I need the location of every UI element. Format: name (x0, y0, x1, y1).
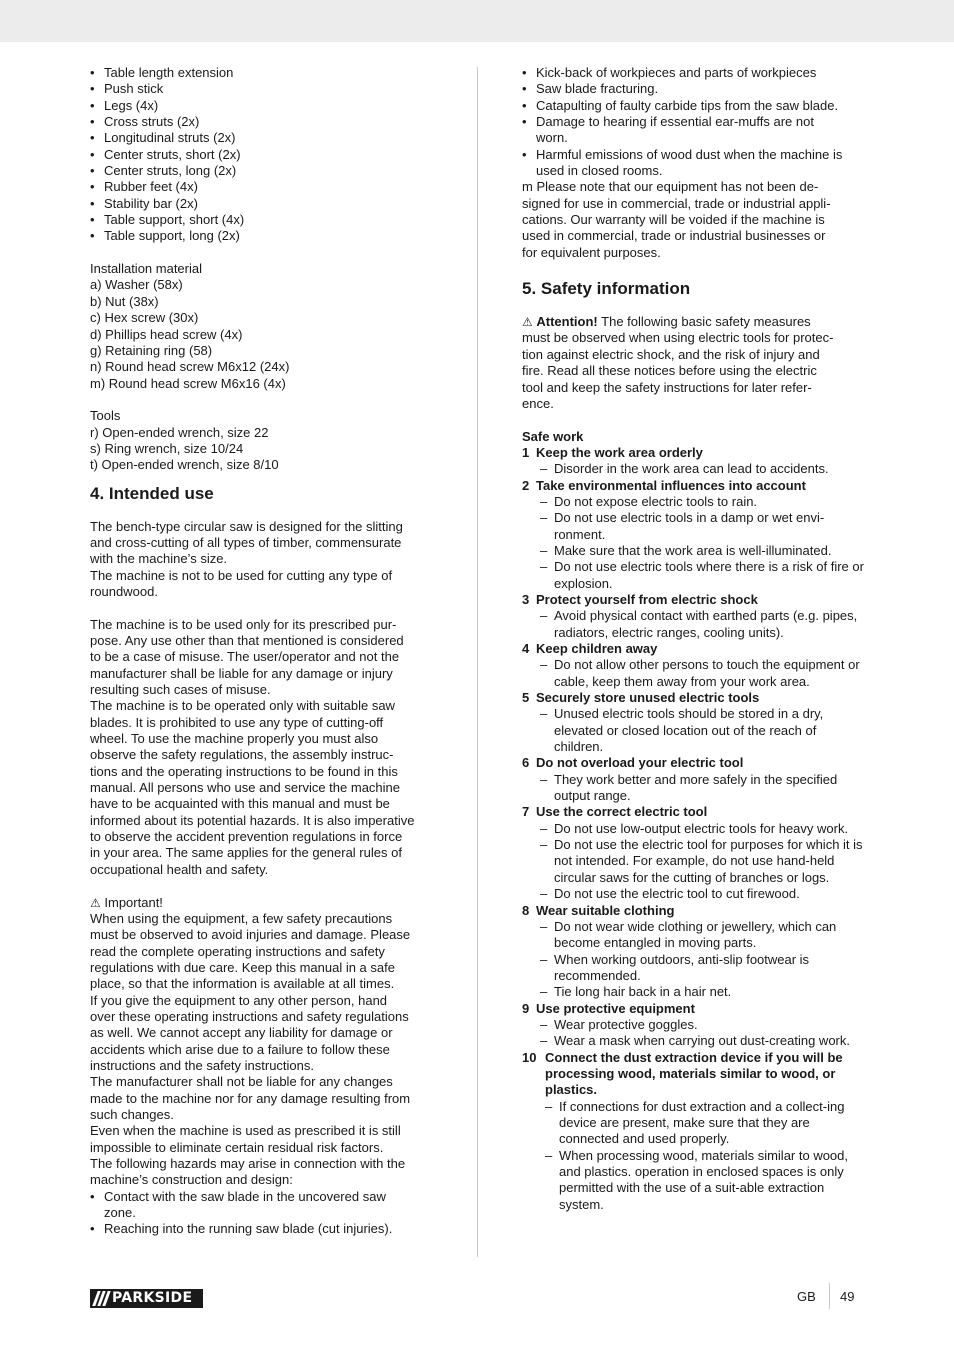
text-line: impossible to eliminate certain residual risk factors. (90, 1139, 384, 1155)
intended-use-paragraph-2 (90, 617, 435, 879)
item-title: Do not overload your electric tool (536, 755, 744, 771)
safety-sub-item (522, 886, 867, 902)
text-line: place, so that the information is available at all times. (90, 976, 395, 992)
text-line: r) Open-ended wrench, size 22 (90, 424, 269, 440)
text-line: must be observed to avoid injuries and damage. Please (90, 927, 411, 943)
text-line: The manufacturer shall not be liable for any changes (90, 1074, 393, 1090)
text-line: such changes. (90, 1106, 174, 1122)
list-item: • Harmful emissions of wood dust when the machine is used in closed rooms. (522, 147, 857, 180)
text-line: d) Phillips head screw (4x) (90, 326, 243, 342)
text-line: instructions and the safety instructions. (90, 1057, 315, 1073)
text-line: g) Retaining ring (58) (90, 342, 213, 358)
dash-icon: – (540, 510, 548, 526)
text-line: Tools (90, 408, 121, 424)
text-line: made to the machine nor for any damage resulting from (90, 1090, 411, 1106)
dash-icon: – (540, 1016, 548, 1032)
text-line: m Please note that our equipment has not been de- (522, 179, 819, 195)
list-item: • Table length extension (90, 65, 435, 81)
text-line: machine’s construction and design: (90, 1172, 293, 1188)
text-line: to be a case of misuse. The user/operator and not the (90, 649, 400, 665)
safety-sub-item (522, 1033, 867, 1049)
list-item: • Contact with the saw blade in the uncovered saw zone. (90, 1189, 400, 1222)
item-number: 10 (522, 1049, 537, 1065)
list-item: • Table support, short (4x) (90, 212, 435, 228)
text-line: signed for use in commercial, trade or industrial appli- (522, 195, 831, 211)
top-band (0, 0, 954, 42)
text-line: Even when the machine is used as prescribed it is still (90, 1123, 401, 1139)
brand-name: PARKSIDE (112, 1290, 193, 1307)
sub-item-text: Wear a mask when carrying out dust-creating work. (554, 1033, 850, 1049)
safety-item-title (522, 903, 867, 919)
item-title: Keep the work area orderly (536, 444, 703, 460)
sub-item-text: Do not expose electric tools to rain. (554, 493, 758, 509)
hazard-list (90, 1189, 400, 1238)
text-line: If you give the equipment to any other person, hand (90, 992, 388, 1008)
text-line: tions and the operating instructions to be found in this (90, 763, 398, 779)
column-divider (477, 67, 478, 1257)
sub-item-text: When processing wood, materials similar to wood, and plastics. operation in enclosed spaces is only permitted with the use of a suit-able extraction system. (559, 1147, 849, 1212)
text-line: The machine is to be operated only with suitable saw (90, 698, 395, 714)
safety-item-title (522, 478, 867, 494)
text-line: accidents which arise due to a failure to follow these (90, 1041, 390, 1057)
intended-use-paragraph-1 (90, 519, 435, 601)
attention-notice (522, 314, 867, 412)
sub-item-text: Wear protective goggles. (554, 1016, 698, 1032)
item-title: Keep children away (536, 641, 658, 656)
text-line: have to be acquainted with this manual and must be (90, 796, 390, 812)
text-line: to observe the accident prevention regulations in force (90, 829, 403, 845)
sub-item-text: Do not allow other persons to touch the equipment or cable, keep them away from your work area. (554, 657, 860, 689)
parts-list (90, 65, 435, 245)
item-number: 8 (522, 902, 530, 918)
safety-sub-item (522, 1148, 867, 1213)
text-line: tion against electric shock, and the risk of injury and (522, 346, 820, 362)
list-item: • Center struts, short (2x) (90, 147, 435, 163)
sub-item-text: Make sure that the work area is well-illuminated. (554, 542, 832, 558)
text-line: over these operating instructions and safety regulations (90, 1008, 409, 1024)
text-line: roundwood. (90, 583, 158, 599)
text-line: and cross-cutting of all types of timber, commensurate (90, 534, 402, 550)
text-line: The following hazards may arise in connection with the (90, 1156, 406, 1171)
dash-icon: – (540, 886, 548, 902)
text-line: for equivalent purposes. (522, 244, 661, 260)
dash-icon: – (540, 542, 548, 558)
text-line: read the complete operating instructions and safety (90, 943, 385, 959)
attention-first-line (522, 314, 867, 330)
text-line: wheel. To use the machine properly you must also (90, 731, 379, 747)
list-item: • Kick-back of workpieces and parts of workpieces (522, 65, 857, 81)
item-number: 3 (522, 591, 530, 607)
text-line: m) Round head screw M6x16 (4x) (90, 375, 286, 391)
text-line: n) Round head screw M6x12 (24x) (90, 359, 290, 375)
item-number: 1 (522, 444, 530, 460)
list-item: • Reaching into the running saw blade (cut injuries). (90, 1221, 400, 1237)
safety-item-title (522, 641, 867, 657)
list-item: • Stability bar (2x) (90, 196, 435, 212)
text-line: in your area. The same applies for the general rules of (90, 845, 402, 861)
dash-icon: – (540, 1033, 548, 1049)
text-line: regulations with due care. Keep this manual in a safe (90, 959, 395, 975)
item-title: Connect the dust extraction device if you will be processing wood, materials similar to wood, or plastics. (545, 1049, 843, 1098)
important-label: Important! (104, 894, 163, 910)
parkside-logo (90, 1289, 203, 1308)
safety-sub-item (522, 657, 867, 690)
item-number: 9 (522, 1000, 530, 1016)
dash-icon: – (540, 984, 548, 1000)
safety-sub-item (522, 706, 867, 755)
sub-item-text: Do not use electric tools where there is a risk of fire or explosion. (554, 559, 864, 591)
list-item: • Damage to hearing if essential ear-muffs are not worn. (522, 114, 836, 147)
item-number: 6 (522, 755, 530, 771)
right-column (522, 65, 867, 1213)
list-item: • Table support, long (2x) (90, 228, 435, 244)
important-line (90, 895, 435, 911)
list-item: • Push stick (90, 81, 435, 97)
text-line: ence. (522, 395, 554, 411)
attention-label: Attention! (536, 314, 598, 330)
sub-item-text: Do not use electric tools in a damp or wet envi-ronment. (554, 510, 825, 542)
safety-sub-item (522, 559, 867, 592)
installation-material (90, 261, 435, 392)
sub-item-text: They work better and more safely in the specified output range. (554, 771, 838, 804)
list-item: • Saw blade fracturing. (522, 81, 857, 97)
footer-divider (829, 1283, 830, 1309)
text-line: fire. Read all these notices before using the electric (522, 363, 817, 379)
dash-icon: – (540, 493, 548, 509)
sub-item-text: Do not use low-output electric tools for heavy work. (554, 820, 849, 836)
text-line: The bench-type circular saw is designed for the slitting (90, 518, 403, 534)
text-line: The machine is to be used only for its prescribed pur- (90, 616, 397, 632)
list-item: • Center struts, long (2x) (90, 163, 435, 179)
dash-icon: – (540, 706, 548, 722)
safety-item-title (522, 690, 867, 706)
text-line: must be observed when using electric tools for protec- (522, 330, 834, 346)
text-line: resulting such cases of misuse. (90, 682, 271, 698)
text-line: b) Nut (38x) (90, 293, 159, 309)
sub-item-text: Disorder in the work area can lead to accidents. (554, 461, 829, 477)
logo-stripes-icon (90, 1289, 112, 1308)
item-title: Protect yourself from electric shock (536, 591, 758, 607)
item-title: Use the correct electric tool (536, 804, 708, 820)
safety-item-title (522, 1050, 867, 1099)
text-line: informed about its potential hazards. It is also imperative (90, 812, 415, 828)
item-title: Wear suitable clothing (536, 902, 675, 918)
sub-item-text: Avoid physical contact with earthed parts (e.g. pipes, radiators, electric ranges, cooling units). (554, 608, 858, 640)
safety-sub-item (522, 494, 867, 510)
item-number: 5 (522, 690, 530, 706)
item-title: Securely store unused electric tools (536, 690, 760, 706)
text-line: s) Ring wrench, size 10/24 (90, 440, 244, 456)
safe-work-heading: Safe work (522, 428, 584, 444)
dash-icon: – (540, 837, 548, 853)
text-line: occupational health and safety. (90, 861, 269, 877)
page-number: 49 (840, 1289, 855, 1304)
dash-icon: – (540, 608, 548, 624)
list-item: • Legs (4x) (90, 98, 435, 114)
item-number: 4 (522, 641, 530, 656)
safety-item-title (522, 445, 867, 461)
sub-item-text: Do not use the electric tool to cut firewood. (554, 886, 800, 902)
sub-item-text: Tie long hair back in a hair net. (554, 984, 732, 1000)
tools-list (90, 408, 435, 473)
safety-sub-item (522, 772, 867, 805)
safety-sub-item (522, 1099, 867, 1148)
sub-item-text: Do not use the electric tool for purposes for which it is not intended. For example, do not use hand-held circular saws for the cutting of branches or logs. (554, 837, 863, 885)
dash-icon: – (545, 1098, 553, 1114)
text-line: blades. It is prohibited to use any type of cutting-off (90, 714, 384, 730)
safety-items (522, 445, 867, 1213)
text-line: t) Open-ended wrench, size 8/10 (90, 457, 279, 473)
text-line: The machine is not to be used for cutting any type of (90, 567, 393, 583)
important-notice (90, 895, 435, 1189)
safety-item-title (522, 755, 867, 771)
dash-icon: – (540, 820, 548, 836)
text-line: c) Hex screw (30x) (90, 310, 199, 326)
text-line: manufacturer shall be liable for any damage or injury (90, 665, 393, 681)
text-line: manual. All persons who use and service the machine (90, 780, 401, 796)
sub-item-text: Do not wear wide clothing or jewellery, which can become entangled in moving parts. (554, 918, 837, 951)
dash-icon: – (545, 1147, 553, 1163)
text-line: observe the safety regulations, the assembly instruc- (90, 747, 394, 763)
text-line: pose. Any use other than that mentioned is considered (90, 633, 404, 648)
commercial-use-note (522, 179, 867, 261)
safety-item-title (522, 1001, 867, 1017)
list-item: • Longitudinal struts (2x) (90, 130, 435, 146)
item-number: 2 (522, 477, 530, 493)
safety-sub-item (522, 984, 867, 1000)
safety-sub-item (522, 461, 867, 477)
item-number: 7 (522, 804, 530, 820)
list-item: • Cross struts (2x) (90, 114, 435, 130)
warning-icon: ⚠ (522, 315, 533, 330)
sub-item-text: If connections for dust extraction and a collect-ing device are present, make sure that they are connected and used properly. (559, 1098, 845, 1147)
dash-icon: – (540, 918, 548, 934)
safety-item-title (522, 592, 867, 608)
sub-item-text: Unused electric tools should be stored in a dry, elevated or closed location out of the reach of children. (554, 706, 824, 755)
text-line: used in commercial, trade or industrial businesses or (522, 228, 826, 244)
warning-icon: ⚠ (90, 895, 101, 910)
safety-sub-item (522, 837, 867, 886)
safety-sub-item (522, 821, 867, 837)
safety-sub-item (522, 510, 867, 543)
text-line: with the machine’s size. (90, 551, 228, 567)
dash-icon: – (540, 951, 548, 967)
section-heading: 5. Safety information (522, 279, 691, 299)
item-title: Use protective equipment (536, 1000, 695, 1016)
attention-text: The following basic safety measures (597, 314, 811, 330)
dash-icon: – (540, 657, 548, 673)
text-line: cations. Our warranty will be voided if the machine is (522, 212, 825, 228)
left-column (90, 65, 435, 1238)
sub-item-text: When working outdoors, anti-slip footwear is recommended. (554, 951, 810, 983)
language-code: GB (797, 1289, 816, 1304)
safety-sub-item (522, 952, 867, 985)
text-line: Installation material (90, 261, 202, 277)
text-line: as well. We cannot accept any liability for damage or (90, 1025, 393, 1041)
list-item: • Rubber feet (4x) (90, 179, 435, 195)
safety-sub-item (522, 919, 867, 952)
safety-sub-item (522, 543, 867, 559)
dash-icon: – (540, 461, 548, 477)
item-title: Take environmental influences into account (536, 477, 806, 493)
text-line: tool and keep the safety instructions for later refer- (522, 379, 812, 395)
safety-sub-item (522, 608, 867, 641)
dash-icon: – (540, 559, 548, 575)
list-item: • Catapulting of faulty carbide tips from the saw blade. (522, 98, 857, 114)
hazard-list-continued (522, 65, 857, 179)
safety-item-title (522, 804, 867, 820)
section-heading: 4. Intended use (90, 483, 214, 503)
safety-sub-item (522, 1017, 867, 1033)
text-line: a) Washer (58x) (90, 277, 183, 293)
text-line: When using the equipment, a few safety precautions (90, 910, 393, 926)
dash-icon: – (540, 771, 548, 787)
